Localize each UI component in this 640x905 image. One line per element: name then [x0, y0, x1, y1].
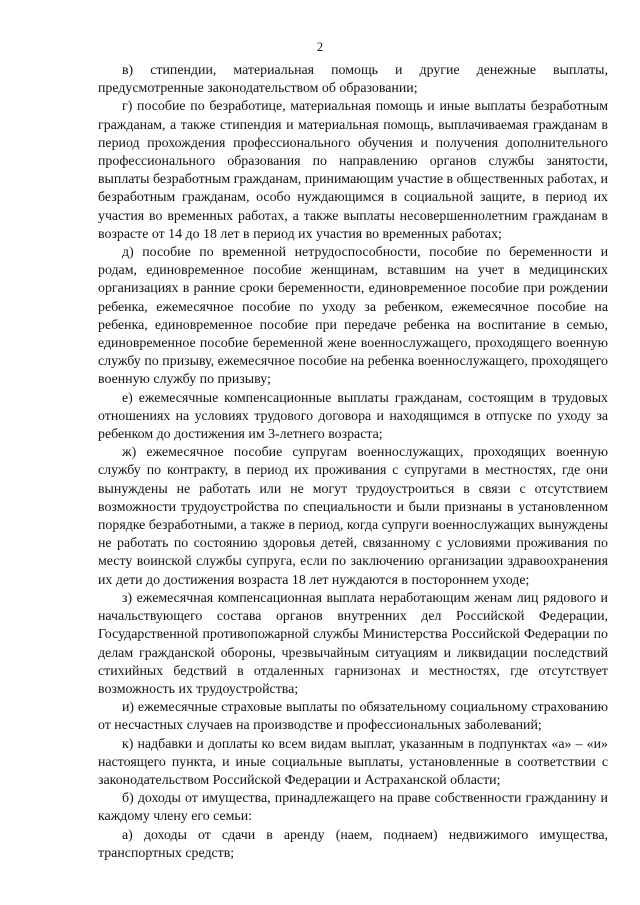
paragraph-d-benefits: д) пособие по временной нетрудоспособности, пособие по беременности и родам, единовременное пособие женщинам, вставшим на учет в медицинских организациях в ранние сроки беременности, единовременное пособие при рождении ребенка, ежемесячное пособие по уходу за ребенком, ежемесячное пособие на ребенка, единовременное пособие при передаче ребенка на воспитание в семью, единовременное пособие беременной жене военнослужащего, проходящего военную службу по призыву, ежемесячное пособие на ребенка военнослужащего, проходящего военную службу по призыву; — [98, 245, 608, 388]
paragraph-a-rent-income: а) доходы от сдачи в аренду (наем, поднаем) недвижимого имущества, транспортных средств; — [98, 827, 608, 861]
paragraph-b-property-income: б) доходы от имущества, принадлежащего на праве собственности гражданину и каждому члену его семьи: — [98, 791, 608, 825]
paragraph-g-unemployment: г) пособие по безработице, материальная помощь и иные выплаты безработным гражданам, а также стипендия и материальная помощь, выплачиваемая гражданам в период прохождения профессионального обучения и получения дополнительного профессионального образования по направлению органов службы занятости, выплаты безработным гражданам, принимающим участие в общественных работах, и безработным гражданам, особо нуждающимся в социальной защите, в период их участия во временных работах, а также выплаты несовершеннолетним гражданам в возрасте от 14 до 18 лет в период их участия во временных работах; — [98, 99, 608, 242]
paragraph-e-compensation: е) ежемесячные компенсационные выплаты гражданам, состоящим в трудовых отношениях на условиях трудового договора и находящимся в отпуске по уходу за ребенком до достижения им 3-летнего возраста; — [98, 390, 608, 443]
document-body — [98, 62, 608, 863]
paragraph-i-insurance: и) ежемесячные страховые выплаты по обязательному социальному страхованию от несчастных случаев на производстве и профессиональных заболеваний; — [98, 700, 608, 734]
paragraph-z-compensation-wives: з) ежемесячная компенсационная выплата неработающим женам лиц рядового и начальствующего состава органов внутренних дел Российской Федерации, Государственной противопожарной службы Министерства Российской Федерации по делам гражданской обороны, чрезвычайным ситуациям и ликвидации последствий стихийных бедствий в отдаленных гарнизонах и местностях, где отсутствует возможность их трудоустройства; — [98, 590, 608, 697]
paragraph-v-scholarships: в) стипендии, материальная помощь и другие денежные выплаты, предусмотренные законодательством об образовании; — [98, 63, 608, 97]
page-number: 2 — [316, 40, 324, 54]
paragraph-k-supplements: к) надбавки и доплаты ко всем видам выплат, указанным в подпунктах «а» – «и» настоящего пункта, и иные социальные выплаты, установленные в соответствии с законодательством Российской Федерации и Астраханской области; — [98, 736, 608, 788]
paragraph-zh-spouse-allowance: ж) ежемесячное пособие супругам военнослужащих, проходящих военную службу по контракту, в период их проживания с супругами в местностях, где они вынуждены не работать или не могут трудоустроиться в связи с отсутствием возможности трудоустройства по специальности и были признаны в установленном порядке безработными, а также в период, когда супруги военнослужащих вынуждены не работать по состоянию здоровья детей, связанному с условиями проживания по месту воинской службы супруга, если по заключению организации здравоохранения их дети до достижения возраста 18 лет нуждаются в постороннем уходе; — [98, 445, 609, 588]
